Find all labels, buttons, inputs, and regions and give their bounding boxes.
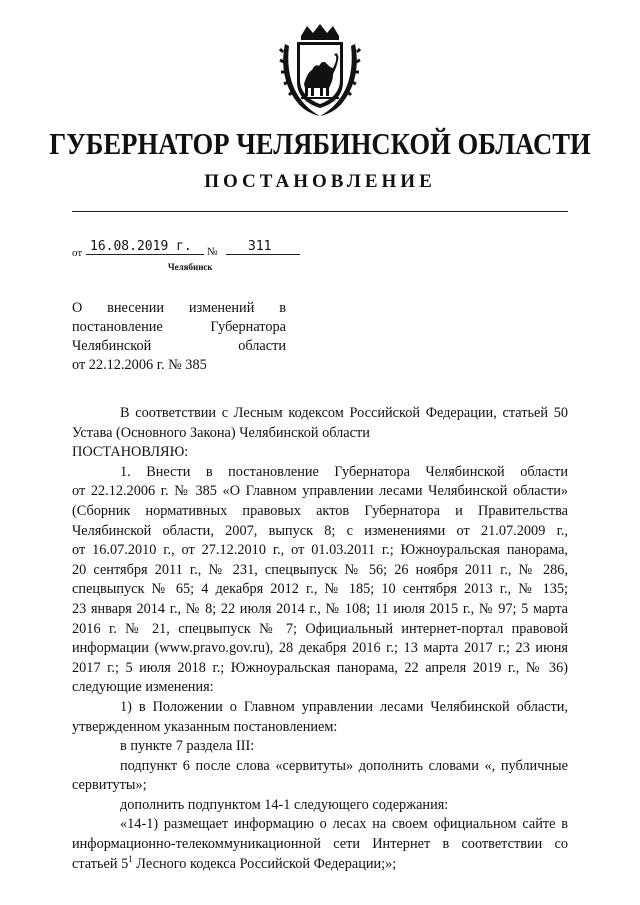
body-line: от 16.07.2010 г., от 27.12.2010 г., от 01.03.2011 г.; Южноуральская панорама, (72, 542, 568, 559)
document-date: 16.08.2019 г. (86, 239, 204, 255)
subject-line: Челябинской области (72, 338, 286, 354)
subject-line: О внесении изменений в (72, 300, 286, 316)
document-city: Челябинск (168, 262, 213, 272)
number-sign: № (207, 246, 218, 258)
body-line: от 22.12.2006 г. № 385 «О Главном управлении лесами Челябинской области» (72, 483, 568, 500)
coat-of-arms-icon (279, 22, 361, 118)
body-line: 23 января 2014 г., № 8; 22 июля 2014 г., № 108; 11 июля 2015 г., № 97; 5 марта (72, 600, 568, 617)
body-line: 1. Внести в постановление Губернатора Челябинской области (120, 463, 568, 480)
subject-line: от 22.12.2006 г. № 385 (72, 357, 207, 373)
body-line: 2016 г. № 21, спецвыпуск № 7; Официальный интернет-портал правовой (72, 620, 568, 637)
body-line: дополнить подпунктом 14-1 следующего содержания: (120, 796, 449, 813)
body-line: подпункт 6 после слова «сервитуты» дополнить словами «, публичные (120, 757, 568, 774)
body-line: статьей $5^1$ Лесного кодекса Российской Федерации;»; (72, 853, 397, 872)
decree-word: ПОСТАНОВЛЯЮ: (72, 444, 189, 461)
header-divider (72, 211, 568, 212)
document-number: 311 (226, 239, 300, 255)
body-line: 20 сентября 2011 г., № 231, спецвыпуск № 56; 26 ноября 2011 г., № 286, (72, 561, 568, 578)
date-prefix: от (72, 247, 83, 259)
body-line: Устава (Основного Закона) Челябинской области (72, 424, 370, 441)
body-line: «14-1) размещает информацию о лесах на своем официальном сайте в (120, 816, 568, 833)
body-line: В соответствии с Лесным кодексом Российской Федерации, статьей 50 (120, 405, 568, 421)
body-line: сервитуты»; (72, 777, 147, 794)
body-line: утвержденном указанным постановлением: (72, 718, 338, 735)
body-line: в пункте 7 раздела III: (120, 738, 255, 755)
subject-line: постановление Губернатора (72, 319, 286, 335)
page-title: ГУБЕРНАТОР ЧЕЛЯБИНСКОЙ ОБЛАСТИ (49, 126, 591, 161)
body-line: 1) в Положении о Главном управлении лесами Челябинской области, (120, 698, 568, 715)
body-line: (Сборник нормативных правовых актов Губернатора и Правительства (72, 502, 568, 519)
body-line: Челябинской области, 2007, выпуск 8; с изменениями от 21.07.2009 г., (72, 522, 568, 539)
body-line: информации (www.pravo.gov.ru), 28 декабря 2016 г.; 13 марта 2017 г.; 23 июня (72, 640, 568, 657)
document-type: ПОСТАНОВЛЕНИЕ (204, 171, 436, 192)
body-line: спецвыпуск № 65; 4 декабря 2012 г., № 185; 10 сентября 2013 г., № 135; (72, 581, 568, 598)
body-line: информационно-телекоммуникационной сети Интернет в соответствии со (72, 836, 568, 853)
document-subject (72, 299, 286, 375)
body-line: 2017 г.; 5 июля 2018 г.; Южноуральская панорама, 22 апреля 2019 г., № 36) (72, 659, 568, 676)
document-body (72, 404, 568, 874)
body-line: следующие изменения: (72, 679, 214, 696)
